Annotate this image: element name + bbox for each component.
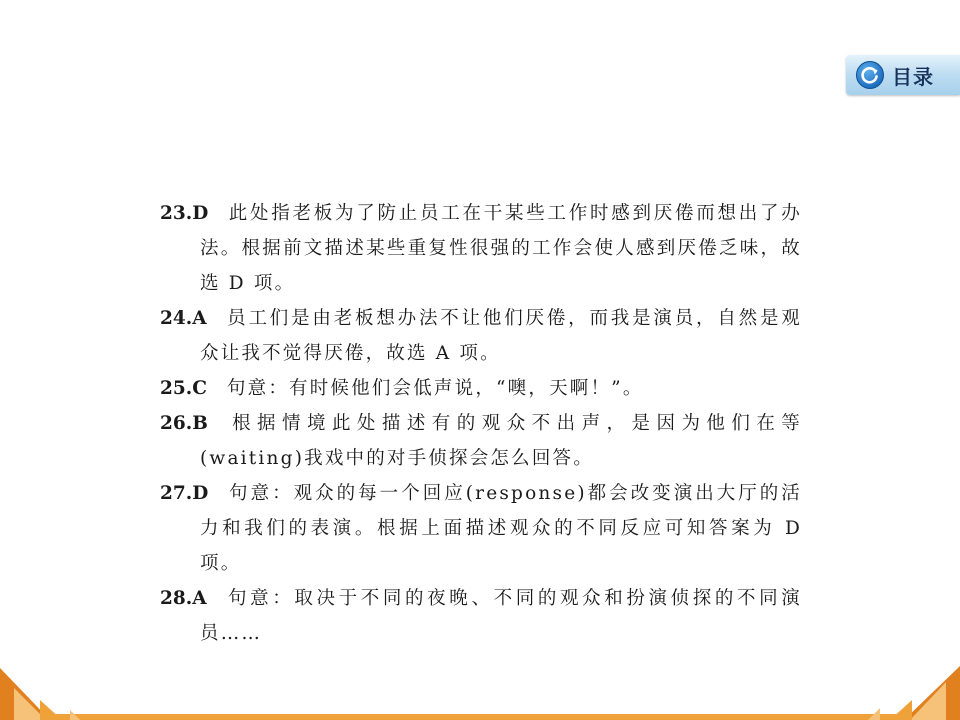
answer-text: 此处指老板为了防止员工在干某些工作时感到厌倦而想出了办法。根据前文描述某些重复性很强的工作会使人感到厌倦乏味，故选 D 项。 xyxy=(200,203,802,294)
bottom-left-triangles xyxy=(0,660,100,720)
answer-item xyxy=(160,476,802,581)
answer-text: 句意：取决于不同的夜晚、不同的观众和扮演侦探的不同演员…… xyxy=(200,588,802,644)
answer-number: 26. xyxy=(160,413,193,434)
answer-item xyxy=(160,406,802,476)
answer-letter: A xyxy=(192,308,207,329)
answer-item xyxy=(160,301,802,371)
answer-letter: D xyxy=(192,483,209,504)
answer-text: 句意：有时候他们会低声说，“噢，天啊！”。 xyxy=(226,378,644,399)
answer-letter: C xyxy=(192,378,207,399)
bottom-accent-bar xyxy=(0,714,960,720)
answer-item xyxy=(160,581,802,651)
answer-text: 员工们是由老板想办法不让他们厌倦，而我是演员，自然是观众让我不觉得厌倦，故选 A 项。 xyxy=(200,308,802,364)
answer-number: 23. xyxy=(160,203,193,224)
answer-text: 句意：观众的每一个回应(response)都会改变演出大厅的活力和我们的表演。根据上面描述观众的不同反应可知答案为 D 项。 xyxy=(200,483,802,574)
toc-button[interactable] xyxy=(846,55,960,95)
answer-text: 根据情境此处描述有的观众不出声，是因为他们在等(waiting)我戏中的对手侦探会怎么回答。 xyxy=(200,413,802,469)
answer-item xyxy=(160,196,802,301)
answer-number: 27. xyxy=(160,483,193,504)
answer-item xyxy=(160,371,802,406)
answer-number: 25. xyxy=(160,378,193,399)
answer-list xyxy=(160,196,802,651)
answer-letter: B xyxy=(192,413,208,434)
answer-number: 24. xyxy=(160,308,193,329)
circular-arrow-icon xyxy=(855,60,885,90)
bottom-right-triangles xyxy=(850,660,960,720)
answer-number: 28. xyxy=(160,588,193,609)
answer-letter: A xyxy=(192,588,207,609)
answer-letter: D xyxy=(192,203,209,224)
toc-label: 目录 xyxy=(892,64,934,89)
